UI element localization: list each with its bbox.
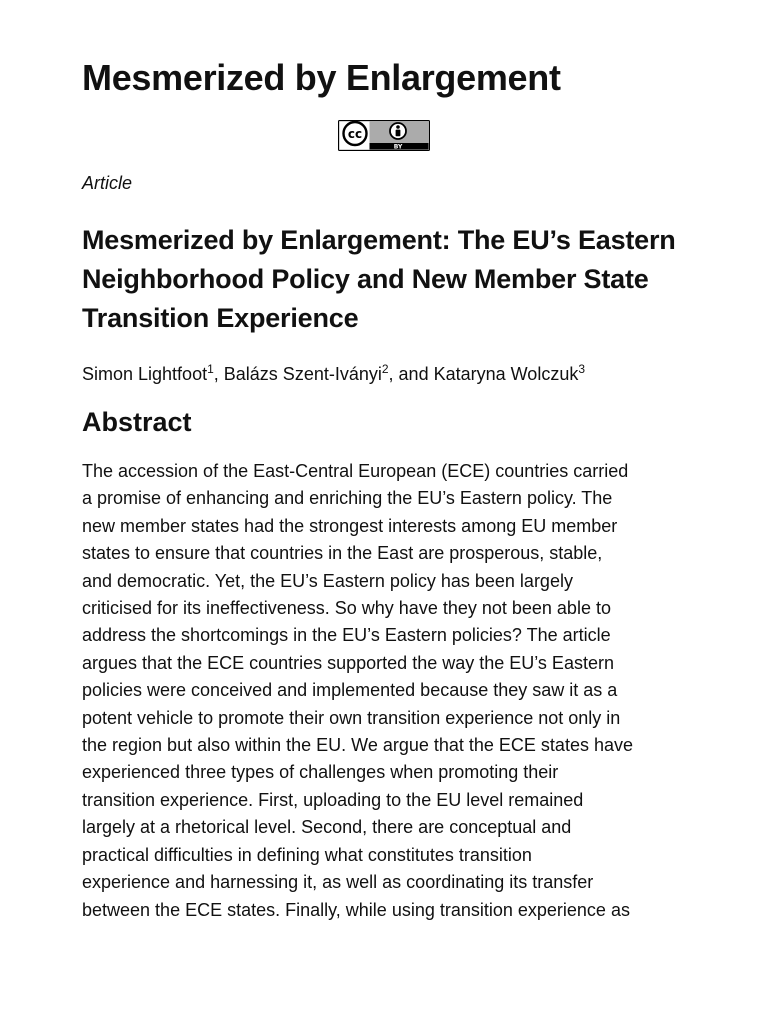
abstract-text [82,458,686,924]
author-name: Balázs Szent-Iványi [223,364,382,384]
abstract-line: address the shortcomings in the EU’s Eastern policies? The article [82,625,611,646]
abstract-line: experience and harnessing it, as well as coordinating its transfer [82,872,594,893]
abstract-line: the region but also within the EU. We argue that the ECE states have [82,735,633,756]
abstract-line: states to ensure that countries in the East are prosperous, stable, [82,543,603,564]
abstract-line: potent vehicle to promote their own transition experience not only in [82,707,621,728]
abstract-line: practical difficulties in defining what constitutes transition [82,844,532,865]
abstract-heading: Abstract [82,407,192,437]
author-separator: , and [388,364,434,384]
abstract-line: between the ECE states. Finally, while using transition experience as [82,899,630,920]
abstract-line: a promise of enhancing and enriching the EU’s Eastern policy. The [82,488,613,509]
article-type-label: Article [82,173,133,193]
license-block [82,120,686,151]
author-affiliation: 1 [207,362,214,376]
abstract-line: new member states had the strongest interests among EU member [82,515,618,536]
abstract-line: and democratic. Yet, the EU’s Eastern policy has been largely [82,570,573,591]
page-title: Mesmerized by Enlargement [82,57,561,98]
abstract-line: transition experience. First, uploading to the EU level remained [82,789,584,810]
author-separator: , [213,364,224,384]
abstract-line: policies were conceived and implemented because they saw it as a [82,680,618,701]
abstract-line: criticised for its ineffectiveness. So why have they not been able to [82,598,611,619]
cc-badge-text: cc [347,126,363,141]
abstract-line: experienced three types of challenges when promoting their [82,762,559,783]
author-name: Simon Lightfoot [82,364,208,384]
abstract-line: largely at a rhetorical level. Second, there are conceptual and [82,817,572,838]
author-list [82,362,686,386]
article-title: Mesmerized by Enlargement: The EU’s Eastern Neighborhood Policy and New Member State Transition Experience [82,225,676,333]
abstract-line: The accession of the East-Central European (ECE) countries carried [82,461,629,481]
abstract-line: argues that the ECE countries supported the way the EU’s Eastern [82,652,614,673]
author-affiliation: 2 [381,362,389,376]
author-name: Kataryna Wolczuk [433,364,579,384]
by-label: BY [393,143,403,151]
cc-by-license-icon[interactable] [338,120,430,151]
author-affiliation: 3 [578,362,586,376]
